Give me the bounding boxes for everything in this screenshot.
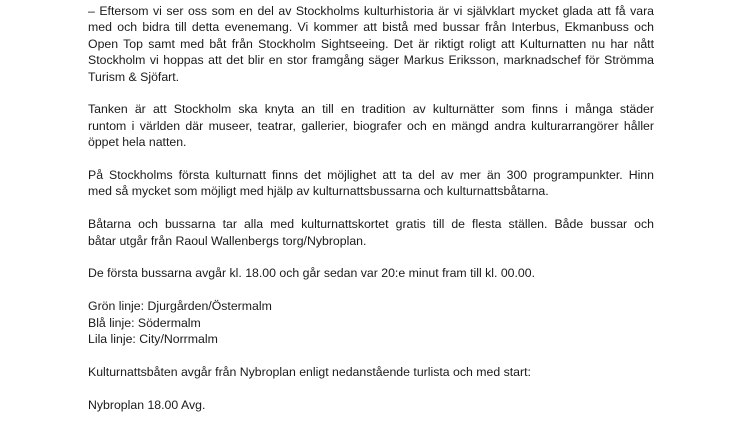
paragraph-schedule-entry [88,397,654,413]
text-line: med så mycket som möjligt med hjälp av kulturnattsbussarna och kulturnattsbåtarna. [88,184,549,199]
text-line: runtom i världen där museer, teatrar, gallerier, biografer och en mängd andra kulturarrangörer håller [88,118,654,133]
text-line: öppet hela natten. [88,135,187,150]
paragraph-boat-schedule-intro [88,364,654,380]
paragraph-tradition [88,101,654,150]
document-page [88,3,654,429]
text-line: – Eftersom vi ser oss som en del av Stockholms kulturhistoria är vi självklart mycket glada att få vara [88,4,654,18]
text-line: Turism & Sjöfart. [88,69,180,84]
text-line: Tanken är att Stockholm ska knyta an till en tradition av kulturnätter som finns i många städer [88,102,654,117]
bus-line-green: Grön linje: Djurgården/Östermalm [88,299,272,314]
paragraph-departures [88,265,654,281]
text-line: Kulturnattsbåten avgår från Nybroplan enligt nedanstående turlista och med start: [88,364,531,379]
paragraph-boats-buses [88,216,654,249]
text-line: På Stockholms första kulturnatt finns det möjlighet att ta del av mer än 300 programpunkter. Hinn [88,168,654,183]
bus-line-blue: Blå linje: Södermalm [88,315,201,330]
paragraph-quote [88,3,654,85]
paragraph-bus-lines [88,298,654,347]
schedule-entry: Nybroplan 18.00 Avg. [88,397,206,412]
text-line: Stockholm vi hoppas att det blir en stor framgång säger Markus Eriksson, marknadschef för Strömma [88,53,654,68]
text-line: Båtarna och bussarna tar alla med kulturnattskortet gratis till de flesta ställen. Både bussar och [88,217,654,232]
text-line: Open Top samt med båt från Stockholm Sightseeing. Det är riktigt roligt att Kulturnatten nu har nått [88,36,654,51]
paragraph-program [88,167,654,200]
text-line: De första bussarna avgår kl. 18.00 och går sedan var 20:e minut fram till kl. 00.00. [88,266,536,281]
bus-line-purple: Lila linje: City/Norrmalm [88,332,218,347]
text-line: båtar utgår från Raoul Wallenbergs torg/Nybroplan. [88,233,367,248]
text-line: med och bidra till detta evenemang. Vi kommer att bistå med bussar från Interbus, Ekmanbuss och [88,20,654,35]
